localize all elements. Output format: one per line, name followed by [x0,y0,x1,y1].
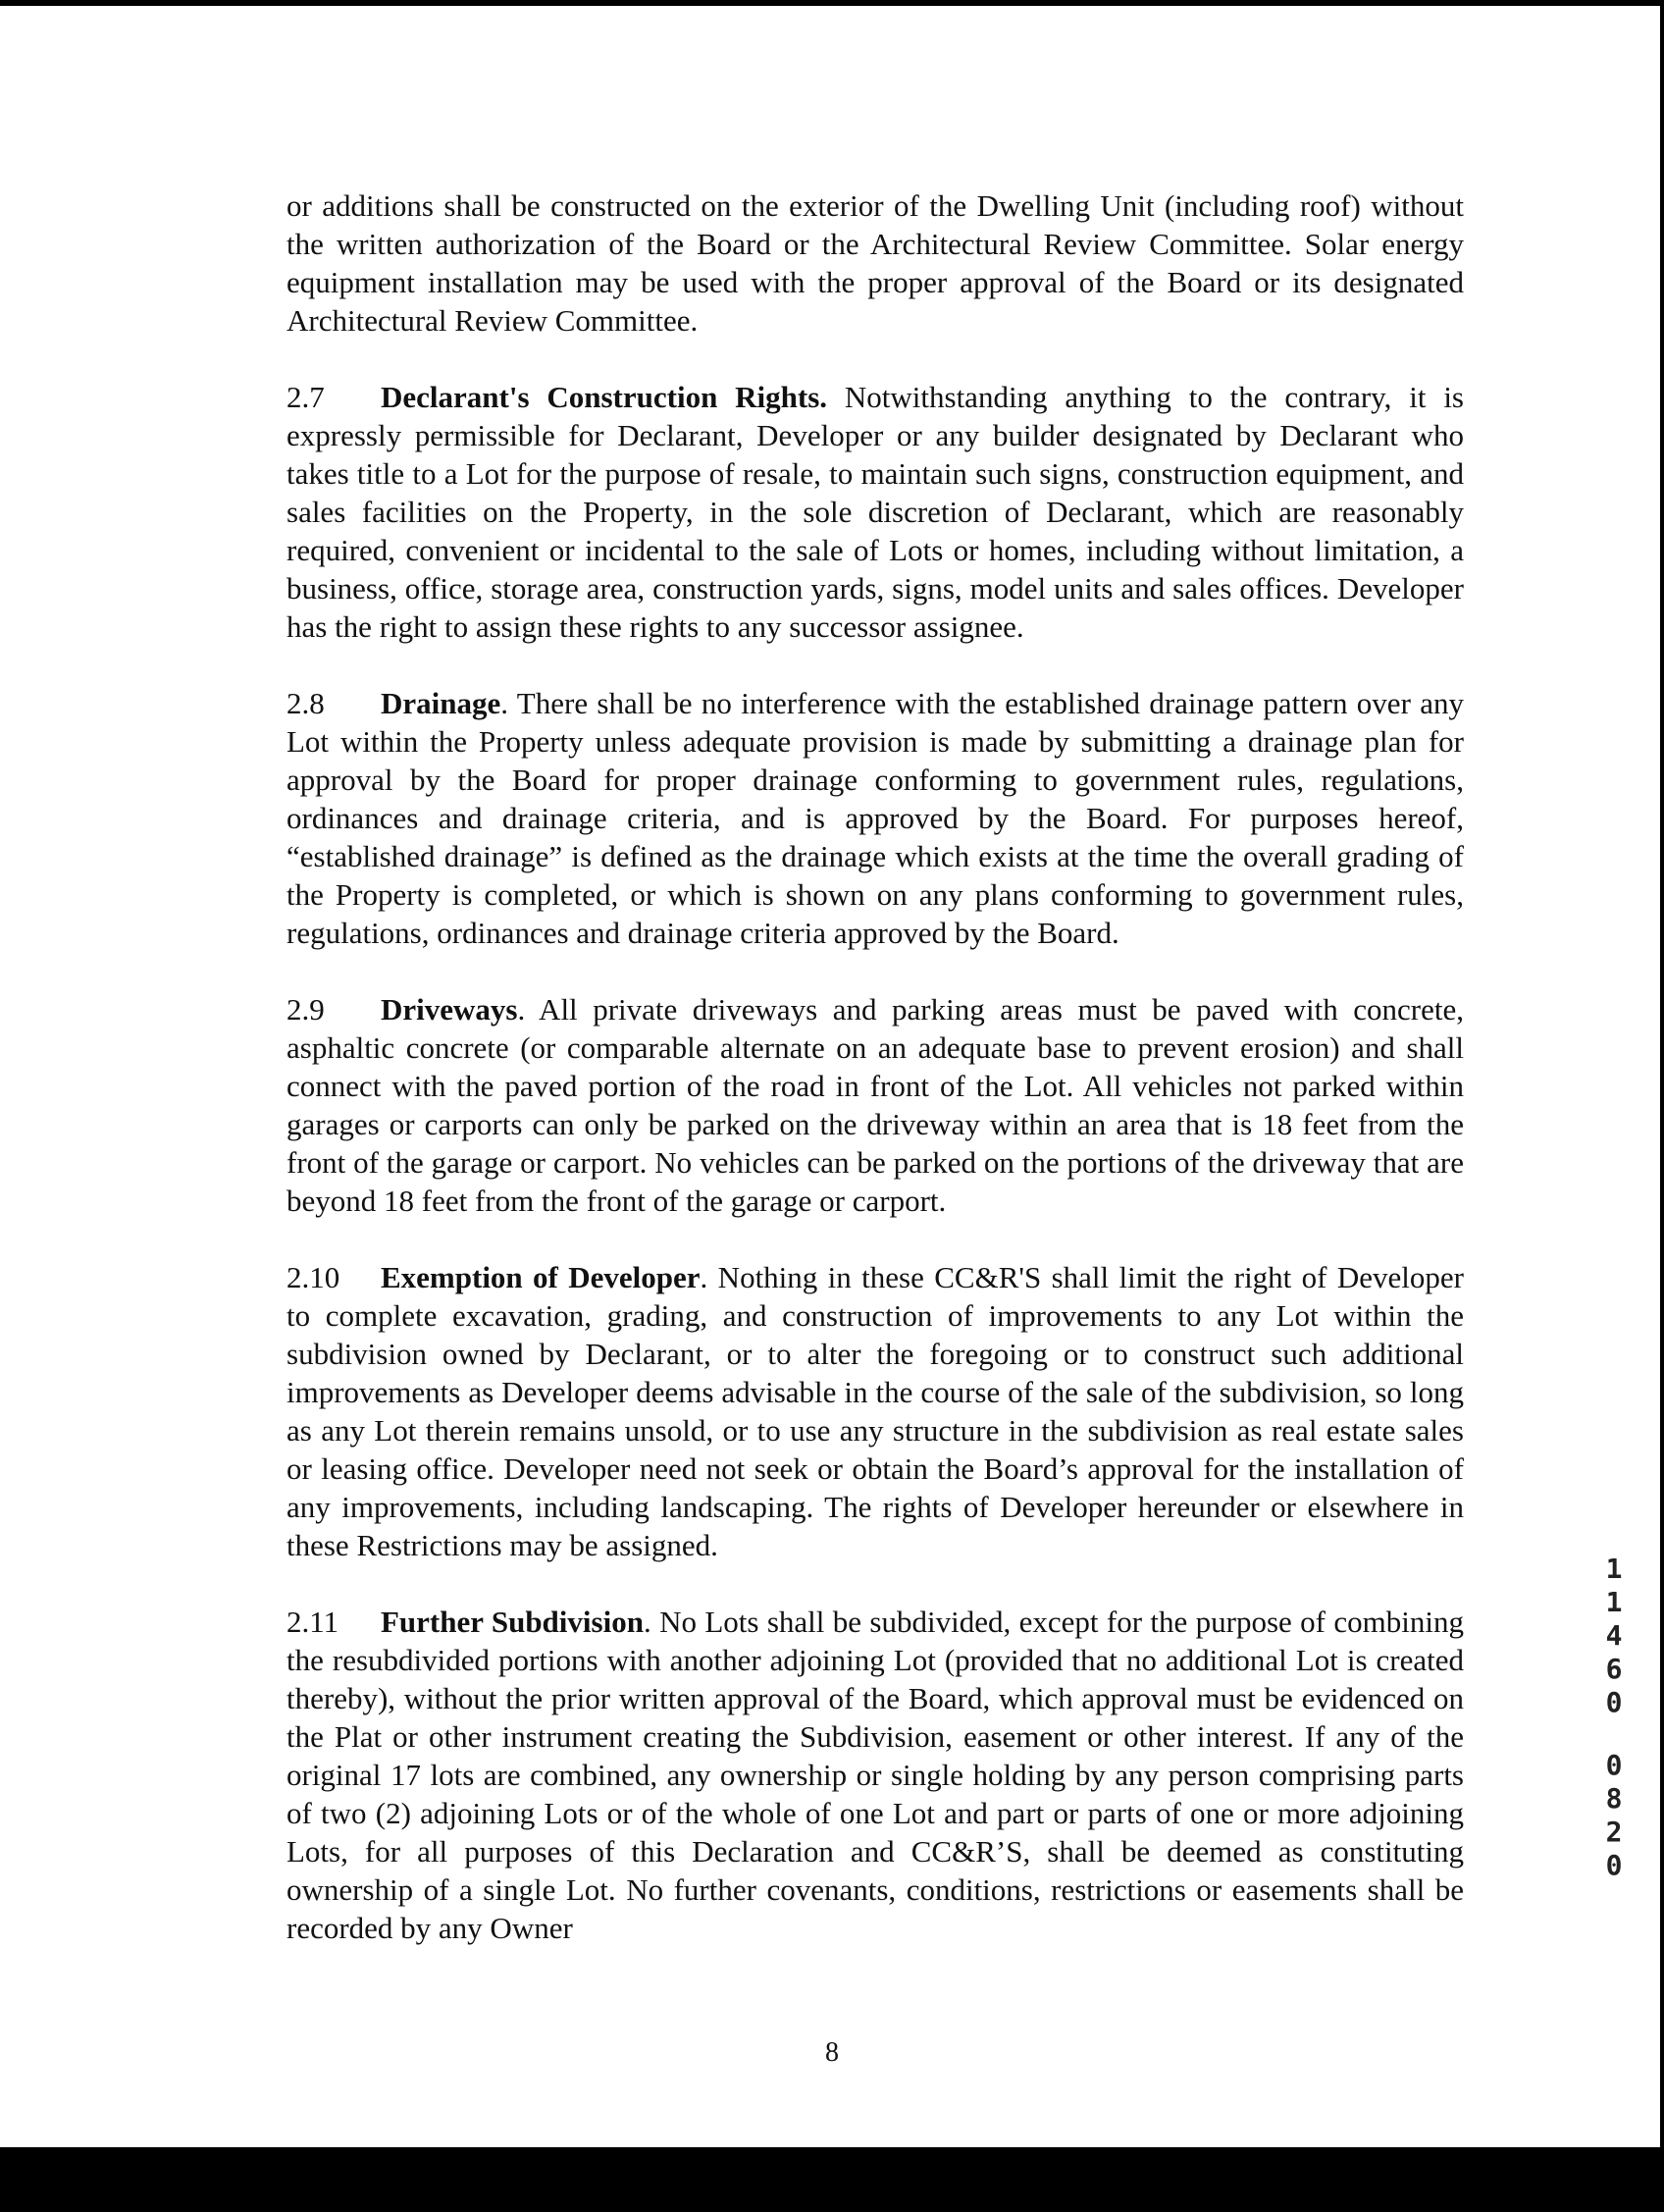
intro-paragraph: or additions shall be constructed on the exterior of the Dwelling Unit (including roof) without the written authorization of the Board or the Architectural Review Committee. Solar energy equipment installation may be used with the proper approval of the Board or its designated Architectural Review Committee. [286,188,1464,338]
scan-border-right [1660,0,1664,2212]
stamp-digit: 6 [1605,1653,1623,1685]
section-heading: Driveways [381,992,518,1027]
section-text: . All private driveways and parking areas must be paved with concrete, asphaltic concrete (or comparable alternate on an adequate base to prevent erosion) and shall connect with the paved portion of the road in front of the Lot. All vehicles not parked within garages or carports can only be parked on the driveway within an area that is 18 feet from the front of the garage or carport. No vehicles can be parked on the portions of the driveway that are beyond 18 feet from the front of the garage or carport. [286,992,1464,1218]
stamp-digit: 1 [1605,1553,1623,1585]
stamp-digit: 8 [1605,1782,1623,1815]
section-heading: Further Subdivision [381,1605,644,1639]
section-heading: Declarant's Construction Rights. [381,380,828,414]
section-number: 2.11 [286,1605,339,1639]
document-body [286,186,1464,1985]
stamp-digit: 0 [1605,1686,1623,1718]
recording-stamp-bottom [1599,1749,1629,1882]
section-2-9 [286,990,1464,1220]
stamp-digit: 0 [1605,1749,1623,1781]
section-number: 2.7 [286,380,325,414]
section-number: 2.8 [286,686,325,720]
stamp-digit: 2 [1605,1816,1623,1848]
stamp-digit: 4 [1605,1619,1623,1652]
section-heading: Drainage [381,686,501,720]
stamp-digit: 1 [1605,1586,1623,1618]
section-2-7 [286,378,1464,646]
section-2-8 [286,684,1464,952]
section-text: . Nothing in these CC&R'S shall limit the right of Developer to complete excavation, grading, and construction of improvements to any Lot within the subdivision owned by Declarant, or to alter the foregoing or to construct such additional improvements as Developer deems advisable in the course of the sale of the subdivision, so long as any Lot therein remains unsold, or to use any structure in the subdivision as real estate sales or leasing office. Developer need not seek or obtain the Board’s approval for the installation of any improvements, including landscaping. The rights of Developer hereunder or elsewhere in these Restrictions may be assigned. [286,1260,1464,1562]
section-text: . No Lots shall be subdivided, except for the purpose of combining the resubdivided portions with another adjoining Lot (provided that no additional Lot is created thereby), without the prior written approval of the Board, which approval must be evidenced on the Plat or other instrument creating the Subdivision, easement or other interest. If any of the original 17 lots are combined, any ownership or single holding by any person comprising parts of two (2) adjoining Lots or of the whole of one Lot and part or parts of one or more adjoining Lots, for all purposes of this Declaration and CC&R’S, shall be deemed as constituting ownership of a single Lot. No further covenants, conditions, restrictions or easements shall be recorded by any Owner [286,1605,1464,1945]
scan-border-bottom [0,2147,1664,2212]
scan-border-top [0,0,1664,6]
section-number: 2.9 [286,992,325,1027]
section-text: Notwithstanding anything to the contrary, it is expressly permissible for Declarant, Developer or any builder designated by Declarant who takes title to a Lot for the purpose of resale, to maintain such signs, construction equipment, and sales facilities on the Property, in the sole discretion of Declarant, which are reasonably required, convenient or incidental to the sale of Lots or homes, including without limitation, a business, office, storage area, construction yards, signs, model units and sales offices. Developer has the right to assign these rights to any successor assignee. [286,380,1464,644]
section-text: . There shall be no interference with the established drainage pattern over any Lot within the Property unless adequate provision is made by submitting a drainage plan for approval by the Board for proper drainage conforming to government rules, regulations, ordinances and drainage criteria, and is approved by the Board. For purposes hereof, “established drainage” is defined as the drainage which exists at the time the overall grading of the Property is completed, or which is shown on any plans conforming to government rules, regulations, ordinances and drainage criteria approved by the Board. [286,686,1464,950]
recording-stamp-top [1599,1553,1629,1719]
section-2-11 [286,1603,1464,1947]
section-2-10 [286,1258,1464,1564]
section-heading: Exemption of Developer [381,1260,701,1294]
section-number: 2.10 [286,1260,340,1294]
page-number: 8 [825,2037,839,2068]
stamp-digit: 0 [1605,1849,1623,1881]
